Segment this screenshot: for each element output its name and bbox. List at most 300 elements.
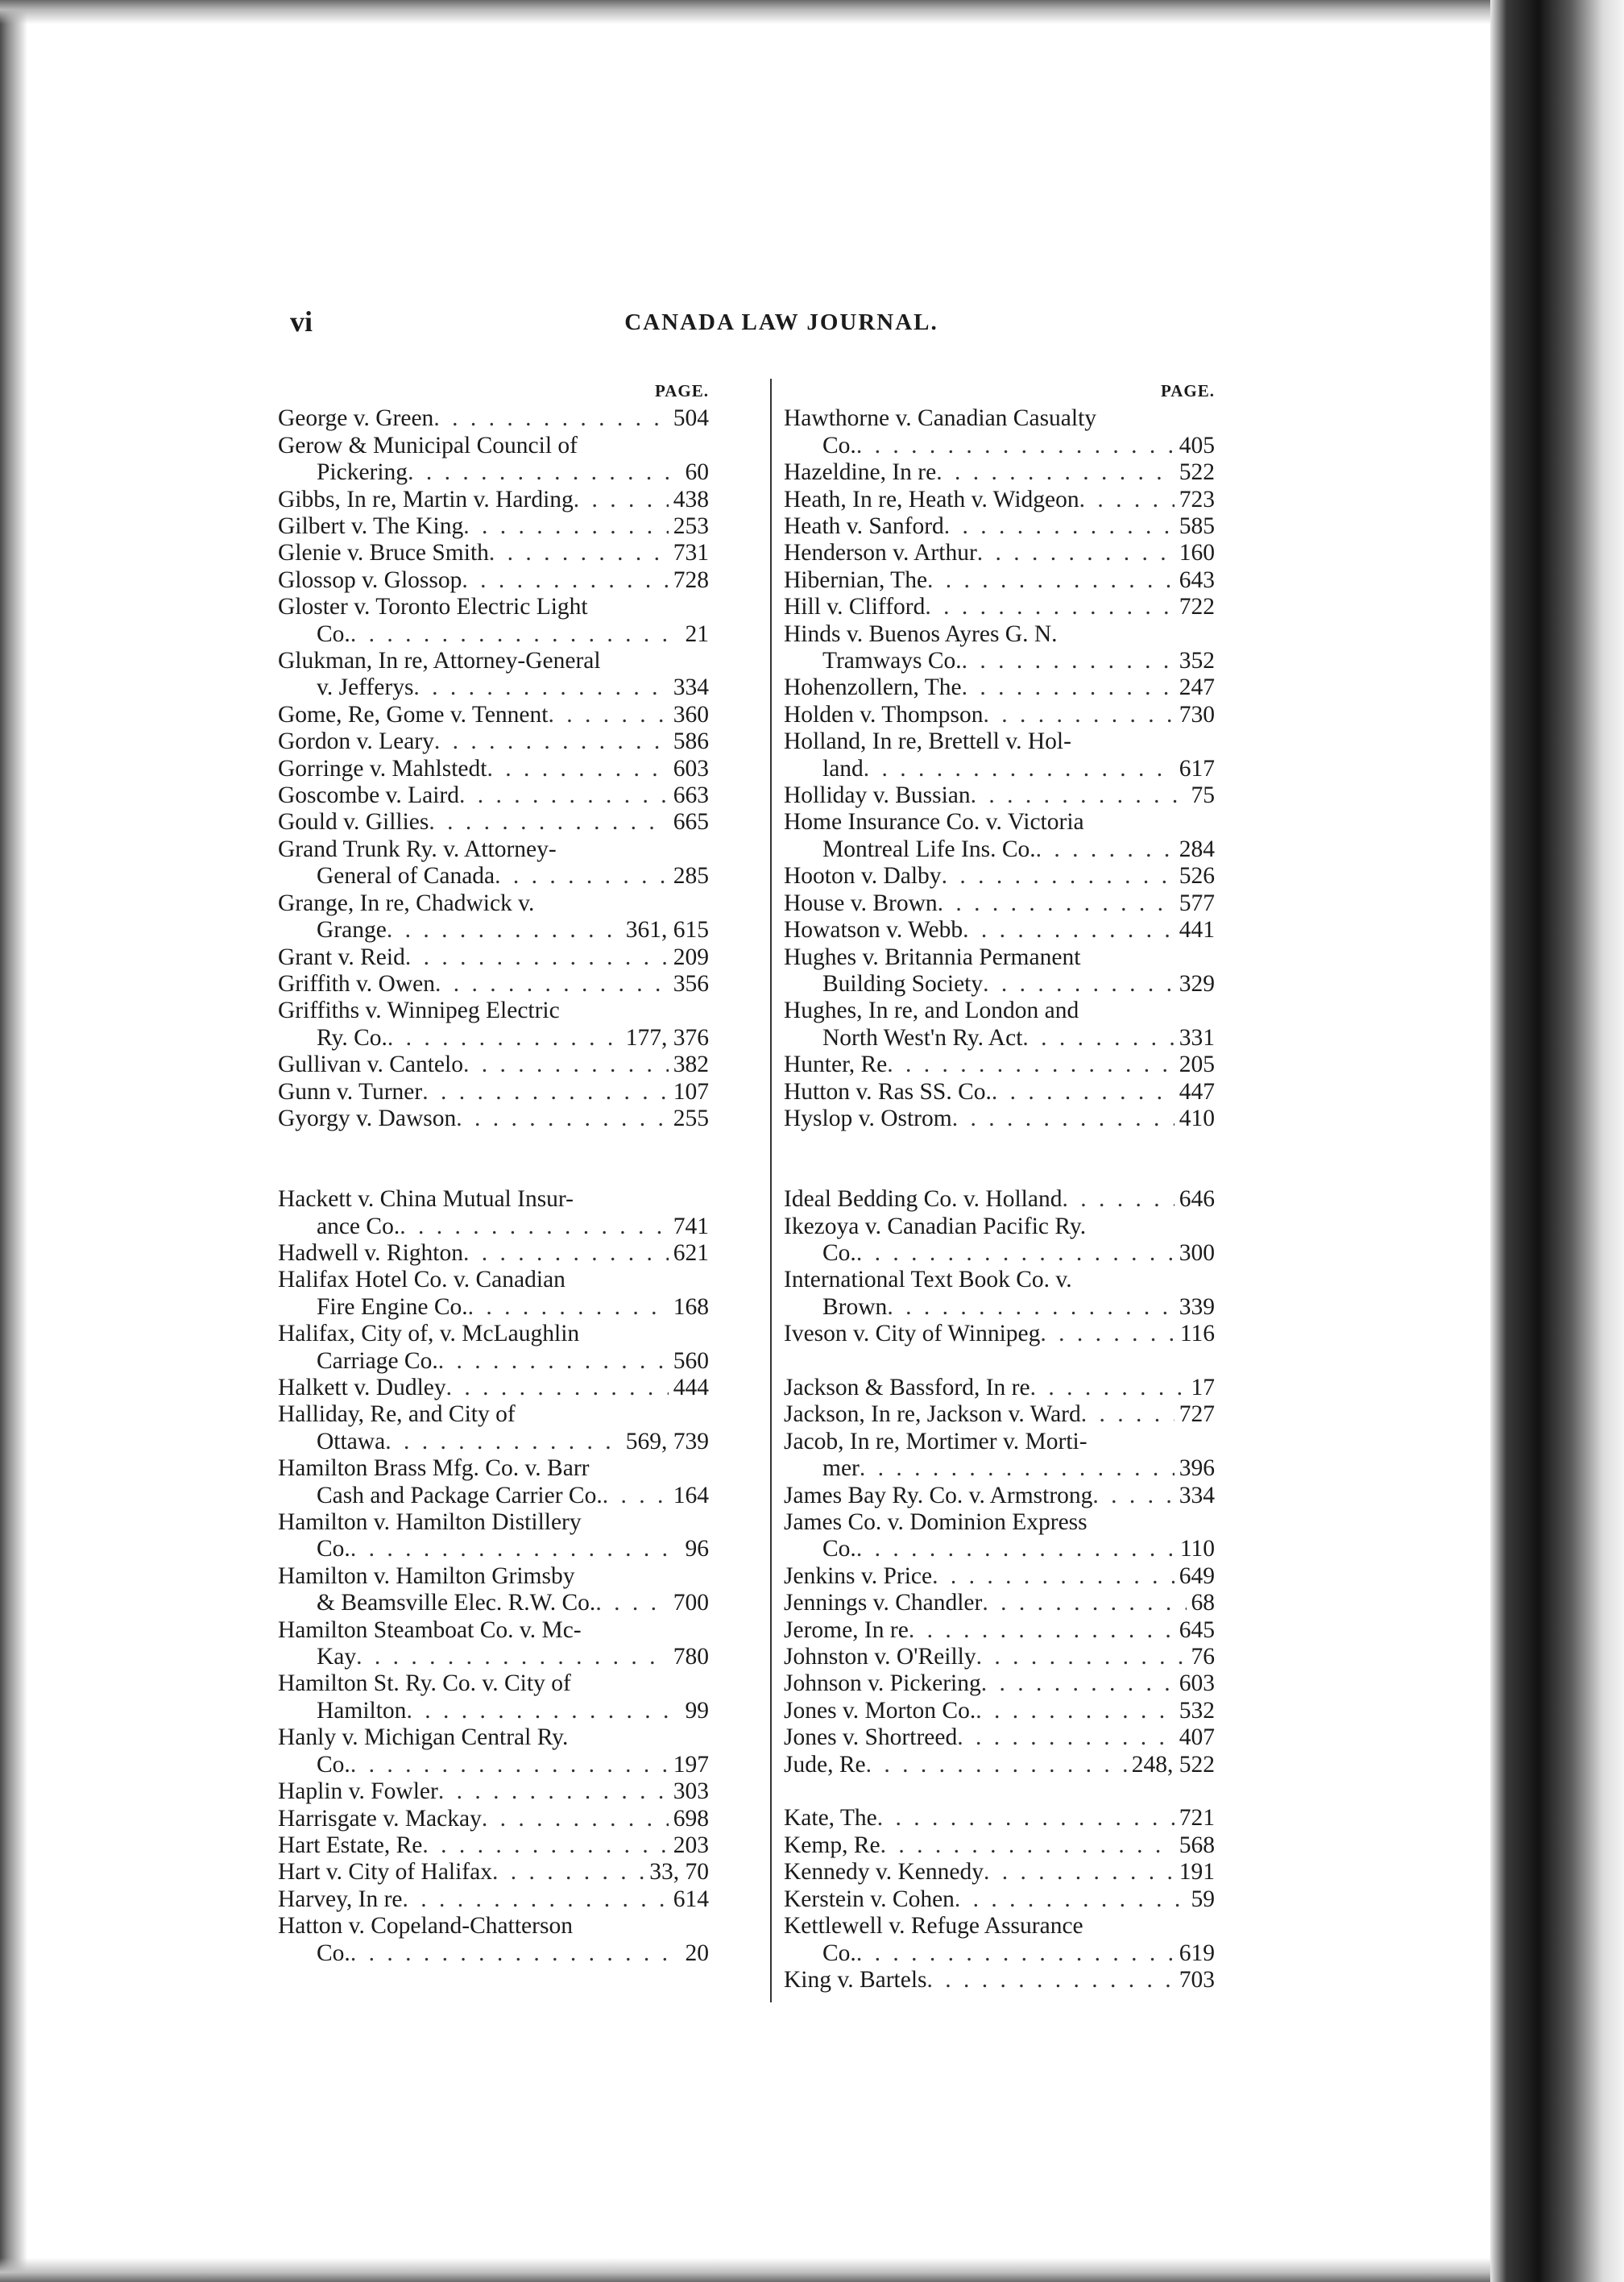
case-name: Building Society bbox=[822, 970, 984, 997]
page-reference: 586 bbox=[673, 728, 709, 755]
page-reference: 731 bbox=[673, 540, 709, 566]
entry-line bbox=[784, 1590, 1215, 1616]
dot-leader bbox=[866, 1752, 1127, 1778]
dot-leader bbox=[463, 1052, 669, 1078]
index-entry bbox=[784, 998, 1215, 1052]
page-reference: 727 bbox=[1179, 1401, 1215, 1428]
case-name: Gordon v. Leary bbox=[278, 728, 434, 755]
case-name: Kay bbox=[317, 1644, 357, 1670]
page-reference: 17 bbox=[1191, 1374, 1215, 1400]
page-reference: 248, 522 bbox=[1131, 1751, 1215, 1778]
case-name: Glukman, In re, Attorney-General bbox=[278, 648, 601, 674]
entry-continuation-line bbox=[278, 1590, 709, 1616]
entry-line bbox=[278, 540, 709, 566]
case-name: Hooton v. Dalby bbox=[784, 863, 942, 890]
index-entry bbox=[784, 917, 1215, 944]
index-entry bbox=[784, 1321, 1215, 1347]
case-name: Halliday, Re, and City of bbox=[278, 1401, 516, 1428]
page-reference: 99 bbox=[685, 1697, 709, 1724]
entry-line bbox=[278, 1509, 709, 1536]
dot-leader bbox=[909, 1617, 1174, 1644]
page-reference: 360 bbox=[673, 701, 709, 728]
entry-line bbox=[784, 1375, 1215, 1401]
case-name: Henderson v. Arthur bbox=[784, 540, 977, 566]
case-name: Jackson, In re, Jackson v. Ward bbox=[784, 1401, 1081, 1428]
case-name: Hill v. Clifford bbox=[784, 594, 926, 620]
entry-continuation-line bbox=[278, 1214, 709, 1240]
entry-line bbox=[784, 1401, 1215, 1428]
case-name: Holland, In re, Brettell v. Hol- bbox=[784, 728, 1071, 755]
index-entry bbox=[278, 540, 709, 566]
page-reference: 577 bbox=[1179, 890, 1215, 916]
page-reference: 300 bbox=[1179, 1239, 1215, 1266]
case-name: Griffith v. Owen bbox=[278, 970, 435, 997]
index-entry bbox=[784, 1590, 1215, 1616]
entry-line bbox=[784, 1483, 1215, 1509]
entry-continuation-line bbox=[784, 971, 1215, 998]
entry-continuation-line bbox=[278, 1294, 709, 1321]
dot-leader bbox=[438, 1348, 669, 1375]
page-reference: 396 bbox=[1179, 1455, 1215, 1482]
entry-line bbox=[278, 1832, 709, 1859]
page-reference: 209 bbox=[673, 944, 709, 970]
case-name: Hibernian, The bbox=[784, 566, 928, 593]
index-entry bbox=[278, 487, 709, 513]
index-entry bbox=[278, 1859, 709, 1886]
page-reference: 645 bbox=[1179, 1616, 1215, 1643]
column-divider bbox=[770, 379, 772, 2002]
entry-line bbox=[278, 728, 709, 755]
case-name: Co. bbox=[317, 1536, 350, 1562]
dot-leader bbox=[887, 1052, 1174, 1078]
case-name: Hadwell v. Righton bbox=[278, 1239, 463, 1266]
case-name: Co. bbox=[822, 432, 856, 458]
case-name: Jones v. Shortreed bbox=[784, 1724, 958, 1751]
index-entry bbox=[784, 1214, 1215, 1268]
index-entry bbox=[278, 567, 709, 594]
index-entry bbox=[784, 702, 1215, 728]
case-name: Hazeldine, In re bbox=[784, 459, 937, 486]
case-name: Harrisgate v. Mackay bbox=[278, 1805, 482, 1832]
case-name: Gullivan v. Cantelo bbox=[278, 1052, 463, 1078]
dot-leader bbox=[422, 1832, 668, 1859]
dot-leader bbox=[446, 1375, 669, 1401]
case-name: Gunn v. Turner bbox=[278, 1078, 423, 1105]
entry-line bbox=[278, 1670, 709, 1697]
entry-line bbox=[278, 1186, 709, 1213]
page-reference: 665 bbox=[673, 809, 709, 836]
dot-leader bbox=[955, 1886, 1187, 1913]
case-name: Gibbs, In re, Martin v. Harding bbox=[278, 486, 574, 512]
case-name: Goscombe v. Laird bbox=[278, 782, 460, 809]
case-name: Gerow & Municipal Council of bbox=[278, 432, 578, 458]
case-name: Gorringe v. Mahlstedt bbox=[278, 755, 487, 782]
dot-leader bbox=[1062, 1186, 1174, 1213]
entry-line bbox=[278, 1724, 709, 1751]
entry-line bbox=[784, 1509, 1215, 1536]
index-entry bbox=[784, 567, 1215, 594]
page-reference: 730 bbox=[1179, 701, 1215, 728]
index-entry bbox=[784, 1752, 1215, 1778]
case-name: Hart Estate, Re bbox=[278, 1832, 423, 1858]
dot-leader bbox=[574, 487, 669, 513]
case-name: Hart v. City of Halifax bbox=[278, 1859, 492, 1886]
dot-leader bbox=[962, 674, 1174, 701]
entry-continuation-line bbox=[278, 917, 709, 944]
index-entry bbox=[278, 971, 709, 998]
entry-line bbox=[278, 756, 709, 782]
page-reference: 698 bbox=[673, 1805, 709, 1832]
index-entry bbox=[278, 1455, 709, 1509]
case-name: Howatson v. Webb bbox=[784, 917, 963, 944]
entry-continuation-line bbox=[784, 648, 1215, 674]
index-entry bbox=[784, 459, 1215, 486]
case-name: Ry. Co. bbox=[317, 1024, 387, 1051]
dot-leader bbox=[860, 1455, 1174, 1482]
entry-line bbox=[784, 728, 1215, 755]
journal-title: CANADA LAW JOURNAL. bbox=[624, 309, 938, 335]
entry-line bbox=[278, 1778, 709, 1805]
case-name: James Co. v. Dominion Express bbox=[784, 1509, 1088, 1536]
entry-line bbox=[278, 1401, 709, 1428]
case-name: Hohenzollern, The bbox=[784, 674, 962, 701]
page-reference: 700 bbox=[673, 1590, 709, 1616]
index-entry bbox=[278, 1617, 709, 1671]
page-reference: 339 bbox=[1179, 1293, 1215, 1320]
index-entry bbox=[784, 728, 1215, 782]
entry-line bbox=[278, 782, 709, 809]
entry-line bbox=[278, 1859, 709, 1886]
case-name: Hunter, Re bbox=[784, 1052, 888, 1078]
dot-leader bbox=[976, 1698, 1174, 1724]
page-reference: 361, 615 bbox=[625, 917, 709, 944]
entry-line bbox=[278, 1375, 709, 1401]
page-header bbox=[290, 305, 1273, 345]
case-name: Halkett v. Dudley bbox=[278, 1375, 446, 1400]
dot-leader bbox=[387, 1025, 621, 1052]
entry-line bbox=[784, 890, 1215, 917]
dot-leader bbox=[983, 971, 1174, 998]
dot-leader bbox=[434, 728, 669, 755]
entry-line bbox=[784, 1752, 1215, 1778]
page-reference: 410 bbox=[1179, 1105, 1215, 1131]
case-name: Heath v. Sanford bbox=[784, 513, 944, 540]
index-entry bbox=[784, 1913, 1215, 1967]
entry-line bbox=[784, 1267, 1215, 1293]
scan-edge-left bbox=[0, 0, 27, 2282]
page-reference: 253 bbox=[673, 513, 709, 540]
entry-line bbox=[784, 1214, 1215, 1240]
page-reference: 649 bbox=[1179, 1562, 1215, 1589]
entry-line bbox=[278, 1052, 709, 1078]
dot-leader bbox=[435, 971, 669, 998]
index-entry bbox=[278, 1106, 709, 1132]
case-name: Brown bbox=[822, 1293, 888, 1320]
entry-continuation-line bbox=[784, 1536, 1215, 1562]
entry-line bbox=[278, 1106, 709, 1132]
page-reference: 441 bbox=[1179, 917, 1215, 944]
entry-line bbox=[784, 1644, 1215, 1670]
dot-leader bbox=[1079, 487, 1174, 513]
index-entry bbox=[278, 594, 709, 648]
index-column-right bbox=[784, 379, 1215, 1994]
page-reference: 285 bbox=[673, 863, 709, 890]
page-reference: 168 bbox=[673, 1293, 709, 1320]
case-name: Grant v. Reid bbox=[278, 944, 405, 970]
entry-line bbox=[278, 1455, 709, 1482]
page-number: vi bbox=[290, 305, 313, 338]
column-heading: PAGE. bbox=[654, 381, 709, 400]
dot-leader bbox=[856, 1240, 1174, 1267]
case-name: Hawthorne v. Canadian Casualty bbox=[784, 405, 1097, 432]
entry-line bbox=[784, 1563, 1215, 1590]
index-entry bbox=[278, 1806, 709, 1832]
dot-leader bbox=[984, 1859, 1174, 1886]
entry-line bbox=[784, 1698, 1215, 1724]
index-entry bbox=[784, 1052, 1215, 1078]
case-name: Griffiths v. Winnipeg Electric bbox=[278, 998, 560, 1024]
dot-leader bbox=[405, 944, 669, 971]
index-entry bbox=[784, 1106, 1215, 1132]
page-reference: 334 bbox=[1179, 1482, 1215, 1508]
case-name: Co. bbox=[822, 1239, 856, 1266]
entry-line bbox=[278, 836, 709, 863]
entry-continuation-line bbox=[784, 1025, 1215, 1052]
dot-leader bbox=[350, 1940, 681, 1967]
dot-leader bbox=[438, 1778, 669, 1805]
dot-leader bbox=[981, 1670, 1174, 1697]
index-entry bbox=[278, 756, 709, 782]
entry-line bbox=[278, 998, 709, 1024]
dot-leader bbox=[1092, 1483, 1174, 1509]
entry-continuation-line bbox=[278, 674, 709, 701]
entry-line bbox=[278, 944, 709, 971]
page-reference: 522 bbox=[1179, 459, 1215, 486]
entry-continuation-line bbox=[278, 1644, 709, 1670]
page-reference: 334 bbox=[673, 674, 709, 701]
dot-leader bbox=[456, 1106, 669, 1132]
page-reference: 191 bbox=[1179, 1859, 1215, 1886]
dot-leader bbox=[887, 1294, 1174, 1321]
entry-continuation-line bbox=[784, 756, 1215, 782]
index-entry bbox=[278, 1913, 709, 1967]
dot-leader bbox=[927, 567, 1174, 594]
dot-leader bbox=[459, 782, 669, 809]
case-name: Jones v. Morton Co. bbox=[784, 1697, 976, 1724]
case-name: Hyslop v. Ostrom bbox=[784, 1105, 952, 1131]
dot-leader bbox=[1022, 1025, 1174, 1052]
entry-line bbox=[784, 1967, 1215, 1994]
entry-continuation-line bbox=[278, 1025, 709, 1052]
scan-edge-bottom bbox=[0, 2258, 1624, 2282]
page-reference: 20 bbox=[685, 1940, 709, 1966]
section-gap bbox=[278, 1132, 709, 1186]
case-name: Grand Trunk Ry. v. Attorney- bbox=[278, 836, 557, 862]
dot-leader bbox=[932, 1563, 1174, 1590]
page-reference: 438 bbox=[673, 486, 709, 512]
page-reference: 722 bbox=[1179, 594, 1215, 620]
entry-line bbox=[278, 1886, 709, 1913]
entry-line bbox=[784, 1886, 1215, 1913]
dot-leader bbox=[976, 1644, 1187, 1670]
case-name: Iveson v. City of Winnipeg bbox=[784, 1321, 1041, 1347]
entry-line bbox=[784, 702, 1215, 728]
page-reference: 60 bbox=[685, 459, 709, 486]
entry-line bbox=[784, 863, 1215, 890]
entry-line bbox=[784, 782, 1215, 809]
case-name: Kemp, Re bbox=[784, 1832, 880, 1858]
page-reference: 68 bbox=[1191, 1590, 1215, 1616]
entry-list bbox=[784, 405, 1215, 1994]
entry-continuation-line bbox=[784, 433, 1215, 459]
dot-leader bbox=[350, 621, 681, 648]
entry-continuation-line bbox=[784, 1240, 1215, 1267]
dot-leader bbox=[413, 674, 668, 701]
entry-continuation-line bbox=[278, 1429, 709, 1455]
entry-line bbox=[784, 1321, 1215, 1347]
case-name: Heath, In re, Heath v. Widgeon bbox=[784, 486, 1079, 512]
entry-line bbox=[784, 809, 1215, 836]
page-reference: 723 bbox=[1179, 486, 1215, 512]
index-entry bbox=[278, 1401, 709, 1455]
page-reference: 663 bbox=[673, 782, 709, 809]
dot-leader bbox=[408, 459, 680, 486]
entry-continuation-line bbox=[278, 1483, 709, 1509]
case-name: North West'n Ry. Act bbox=[822, 1024, 1023, 1051]
dot-leader bbox=[462, 567, 668, 594]
dot-leader bbox=[877, 1805, 1174, 1832]
dot-leader bbox=[400, 1214, 669, 1240]
entry-line bbox=[278, 567, 709, 594]
dot-leader bbox=[595, 1590, 668, 1616]
index-entry bbox=[784, 1724, 1215, 1751]
scan-edge-top bbox=[0, 0, 1624, 24]
section-gap bbox=[784, 1348, 1215, 1375]
case-name: Haplin v. Fowler bbox=[278, 1778, 438, 1805]
page-reference: 255 bbox=[673, 1105, 709, 1131]
case-name: Hamilton v. Hamilton Distillery bbox=[278, 1509, 582, 1536]
entry-continuation-line bbox=[278, 621, 709, 648]
case-name: Johnston v. O'Reilly bbox=[784, 1644, 976, 1670]
case-name: Grange bbox=[317, 917, 387, 944]
case-name: Kettlewell v. Refuge Assurance bbox=[784, 1913, 1083, 1940]
case-name: Kate, The bbox=[784, 1805, 877, 1832]
entry-line bbox=[784, 1805, 1215, 1832]
entry-line bbox=[784, 1106, 1215, 1132]
dot-leader bbox=[983, 702, 1174, 728]
index-entry bbox=[278, 1832, 709, 1859]
entry-line bbox=[784, 1079, 1215, 1106]
page-reference: 110 bbox=[1179, 1536, 1215, 1562]
page-reference: 447 bbox=[1179, 1078, 1215, 1105]
case-name: Cash and Package Carrier Co. bbox=[317, 1482, 603, 1508]
case-name: Hughes, In re, and London and bbox=[784, 998, 1079, 1024]
case-name: Halifax, City of, v. McLaughlin bbox=[278, 1321, 580, 1347]
page-reference: 284 bbox=[1179, 836, 1215, 862]
entry-continuation-line bbox=[278, 1940, 709, 1967]
index-entry bbox=[784, 1967, 1215, 1994]
index-entry bbox=[784, 1617, 1215, 1644]
case-name: Hamilton bbox=[317, 1697, 407, 1724]
dot-leader bbox=[548, 702, 668, 728]
dot-leader bbox=[944, 513, 1174, 540]
page-reference: 205 bbox=[1179, 1052, 1215, 1078]
page-reference: 331 bbox=[1179, 1024, 1215, 1051]
dot-leader bbox=[422, 1079, 669, 1106]
index-entry bbox=[278, 1321, 709, 1375]
entry-line bbox=[784, 674, 1215, 701]
entry-continuation-line bbox=[278, 1752, 709, 1778]
entry-line bbox=[784, 487, 1215, 513]
index-entry bbox=[784, 674, 1215, 701]
case-name: Montreal Life Ins. Co. bbox=[822, 836, 1036, 862]
dot-leader bbox=[429, 809, 668, 836]
dot-leader bbox=[856, 1940, 1174, 1967]
index-entry bbox=[784, 1670, 1215, 1697]
case-name: Hatton v. Copeland-Chatterson bbox=[278, 1913, 573, 1940]
case-name: Grange, In re, Chadwick v. bbox=[278, 890, 535, 916]
page-reference: 560 bbox=[673, 1347, 709, 1374]
entry-line bbox=[784, 1670, 1215, 1697]
entry-line bbox=[784, 1617, 1215, 1644]
index-entry bbox=[784, 1267, 1215, 1321]
page-reference: 569, 739 bbox=[625, 1428, 709, 1454]
index-entry bbox=[784, 1832, 1215, 1859]
dot-leader bbox=[925, 594, 1174, 620]
section-gap bbox=[784, 1132, 1215, 1186]
dot-leader bbox=[487, 756, 668, 782]
page-reference: 247 bbox=[1179, 674, 1215, 701]
index-entry bbox=[278, 702, 709, 728]
page-reference: 504 bbox=[673, 405, 709, 432]
dot-leader bbox=[1030, 1375, 1187, 1401]
case-name: Hamilton v. Hamilton Grimsby bbox=[278, 1562, 575, 1589]
index-entry bbox=[278, 648, 709, 702]
entry-line bbox=[784, 459, 1215, 486]
index-entry bbox=[784, 1186, 1215, 1213]
dot-leader bbox=[489, 540, 669, 566]
case-name: Co. bbox=[822, 1940, 856, 1966]
case-name: Gould v. Gillies bbox=[278, 809, 429, 836]
index-entry bbox=[784, 1401, 1215, 1428]
case-name: Kennedy v. Kennedy bbox=[784, 1859, 984, 1886]
dot-leader bbox=[856, 1536, 1175, 1562]
index-entry bbox=[784, 863, 1215, 890]
page-reference: 646 bbox=[1179, 1186, 1215, 1213]
page-reference: 164 bbox=[673, 1482, 709, 1508]
index-entry bbox=[278, 1886, 709, 1913]
index-entry bbox=[278, 1724, 709, 1778]
entry-line bbox=[278, 1321, 709, 1347]
entry-line bbox=[278, 433, 709, 459]
entry-line bbox=[278, 809, 709, 836]
page-reference: 405 bbox=[1179, 432, 1215, 458]
page-reference: 619 bbox=[1179, 1940, 1215, 1966]
case-name: Jennings v. Chandler bbox=[784, 1590, 983, 1616]
entry-line bbox=[784, 621, 1215, 648]
column-heading: PAGE. bbox=[1160, 381, 1215, 400]
case-name: Hutton v. Ras SS. Co. bbox=[784, 1078, 992, 1105]
page-reference: 617 bbox=[1179, 755, 1215, 782]
entry-line bbox=[278, 648, 709, 674]
case-name: Hackett v. China Mutual Insur- bbox=[278, 1186, 574, 1213]
entry-list bbox=[278, 405, 709, 1967]
case-name: Kerstein v. Cohen bbox=[784, 1886, 955, 1912]
entry-line bbox=[278, 1079, 709, 1106]
dot-leader bbox=[1081, 1401, 1174, 1428]
page-reference: 703 bbox=[1179, 1966, 1215, 1993]
entry-line bbox=[784, 1186, 1215, 1213]
